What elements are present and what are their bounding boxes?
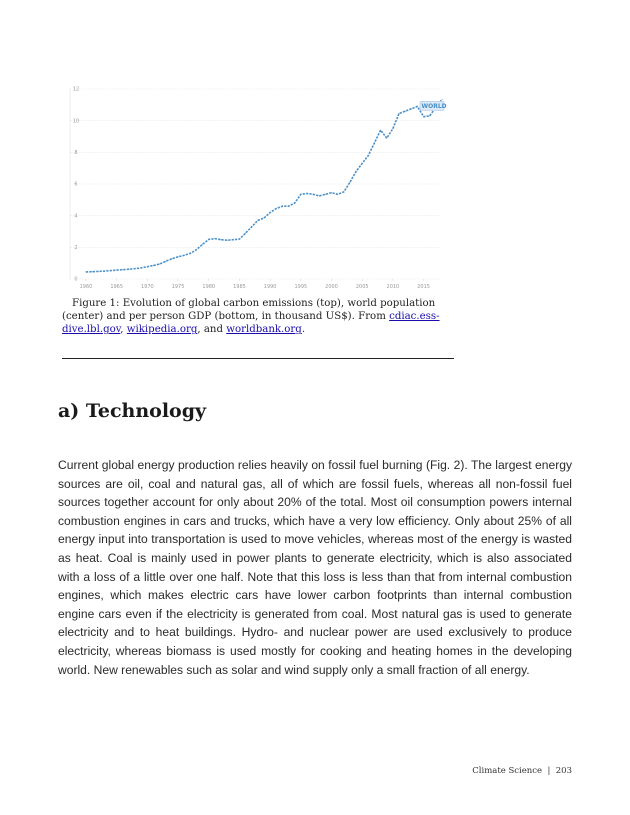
x-tick-label: 2005 [355, 284, 369, 290]
data-point [257, 220, 258, 221]
x-tick-label: 2000 [325, 284, 338, 290]
data-point [392, 128, 393, 129]
data-point [171, 258, 172, 259]
data-point [319, 195, 320, 196]
series-line-world [86, 99, 442, 272]
section-paragraph: Current global energy production relies heavily on fossil fuel burning (Fig. 2). The largest energy sources are oil, coal and natural gas, all of which are fossil fuels, whereas all non-fossil fuel sources together account for only about 20% of the total. Most oil consumption powers internal combustion engines in cars and trucks, which have a very low efficiency. Only about 25% of all energy input into transportation is used to move vehicles, whereas most of the energy is wasted as heat. Coal is mainly used in power plants to generate electricity, which is also associated with a loss of a little over one half. Note that this loss is less than that from internal combustion engines, which makes electric cars have lower carbon footprints than internal combustion engine cars even if the electricity is generated from coal. Most natural gas is used to generate electricity and to heat buildings. Hydro- and nuclear power are used exclusively to produce electricity, whereas biomass is used mostly for cooking and heating homes in the developing world. New renewables such as solar and wind supply only a small fraction of all energy. [58, 458, 572, 677]
data-point [429, 115, 430, 116]
series-label-world [420, 101, 447, 110]
x-tick-label: 1985 [233, 284, 246, 290]
data-point [178, 256, 179, 257]
y-tick-label: 0 [74, 276, 78, 283]
y-tick-label: 6 [74, 181, 78, 188]
data-point [159, 264, 160, 265]
data-point [356, 171, 357, 172]
data-point [116, 270, 117, 271]
caption-separator: , and [197, 324, 227, 336]
data-point [190, 253, 191, 254]
data-point [165, 261, 166, 262]
data-point [98, 271, 99, 272]
y-tick-label: 2 [74, 245, 78, 252]
caption-end: . [301, 324, 306, 336]
data-point [282, 206, 283, 207]
data-point [276, 208, 277, 209]
data-point [405, 111, 406, 112]
data-point [135, 268, 136, 269]
data-point [399, 113, 400, 114]
page-footer [472, 766, 572, 776]
figure-chart [62, 84, 450, 290]
data-point [337, 194, 338, 195]
series-label-text: WORLD [421, 103, 447, 111]
y-tick-label: 10 [72, 118, 80, 125]
data-point [110, 270, 111, 271]
data-point [386, 138, 387, 139]
data-point [423, 116, 424, 117]
data-point [349, 182, 350, 183]
data-point [264, 218, 265, 219]
y-tick-label: 12 [72, 86, 80, 93]
data-point [208, 239, 209, 240]
data-point [251, 226, 252, 227]
data-point [196, 249, 197, 250]
figure-caption [62, 297, 454, 337]
link-wikipedia[interactable]: wikipedia.org [126, 324, 198, 336]
data-point [325, 194, 326, 195]
data-point [307, 193, 308, 194]
y-axis-ticks [73, 87, 79, 283]
data-point [233, 239, 234, 240]
chart-gridlines [70, 86, 442, 279]
data-point [343, 191, 344, 192]
x-axis-ticks [80, 279, 430, 290]
x-tick-label: 1995 [294, 284, 308, 290]
footer-page-number: 203 [555, 766, 572, 776]
data-point [221, 239, 222, 240]
x-tick-label: 1965 [110, 284, 124, 290]
data-point [92, 271, 93, 272]
x-tick-label: 2015 [417, 284, 430, 290]
chart-series [86, 99, 443, 273]
data-point [122, 269, 123, 270]
data-point [417, 106, 418, 107]
data-point [141, 267, 142, 268]
caption-text: Figure 1: Evolution of global carbon emissions (top), world population (center) and per person GDP (bottom, in thousand US$). From [62, 298, 436, 323]
data-point [270, 212, 271, 213]
caption-separator: , [120, 324, 127, 336]
section-heading: a) Technology [58, 400, 207, 422]
data-point [202, 244, 203, 245]
data-point [147, 266, 148, 267]
data-point [184, 255, 185, 256]
x-tick-label: 1960 [79, 284, 93, 290]
data-point [288, 206, 289, 207]
link-worldbank[interactable]: worldbank.org [226, 324, 302, 336]
footer-book-title: Climate Science [472, 766, 543, 776]
data-point [380, 130, 381, 131]
data-point [313, 194, 314, 195]
x-tick-label: 1990 [263, 284, 277, 290]
section-divider [62, 358, 454, 359]
data-point [331, 192, 332, 193]
data-point [294, 203, 295, 204]
x-tick-label: 1970 [141, 284, 154, 290]
data-point [104, 271, 105, 272]
data-point [239, 239, 240, 240]
link-cdiac[interactable]: cdiac.ess-dive.lbl.gov [62, 311, 440, 336]
x-tick-label: 1975 [171, 284, 185, 290]
x-tick-label: 1980 [202, 284, 216, 290]
y-tick-label: 8 [74, 150, 78, 157]
data-point [362, 163, 363, 164]
x-tick-label: 2010 [386, 284, 400, 290]
data-point [442, 99, 443, 100]
data-point [374, 142, 375, 143]
data-point [214, 238, 215, 239]
data-point [227, 240, 228, 241]
data-point [245, 233, 246, 234]
emissions-line-chart [62, 84, 450, 290]
data-point [411, 108, 412, 109]
footer-separator: | [547, 766, 551, 776]
data-point [368, 155, 369, 156]
data-point [86, 271, 87, 272]
data-point [153, 265, 154, 266]
y-tick-label: 4 [74, 213, 78, 220]
data-point [300, 194, 301, 195]
data-point [129, 269, 130, 270]
